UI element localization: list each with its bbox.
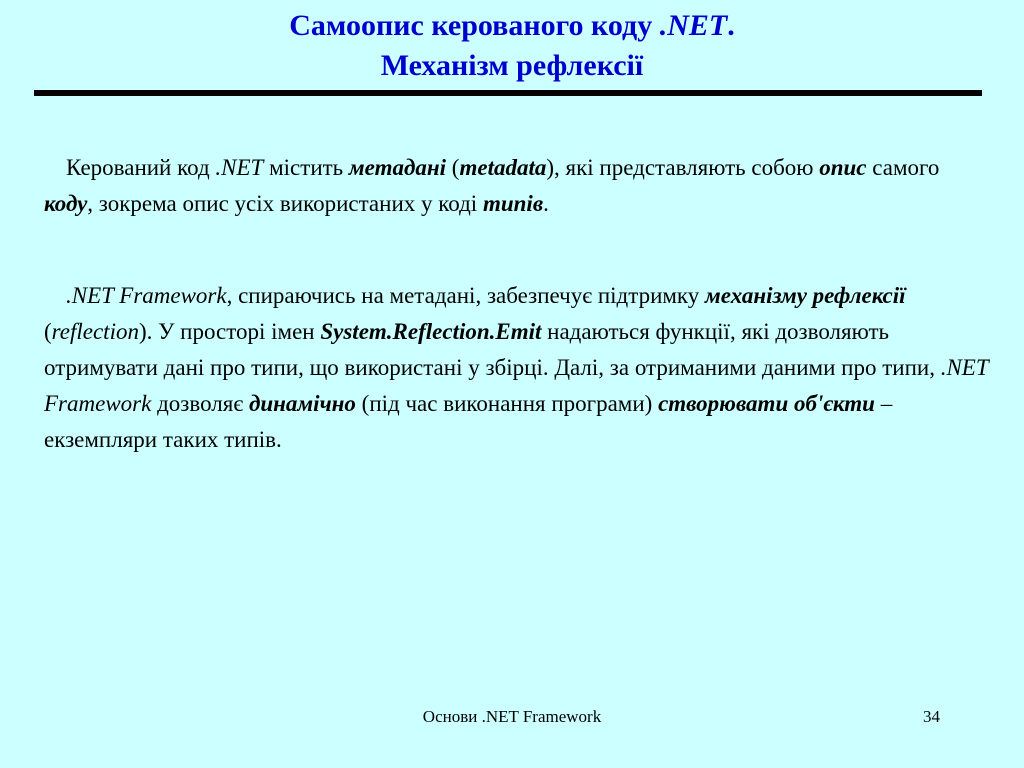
p2-segment: (під час виконання програми) [355, 391, 659, 416]
p1-segment: містить [263, 155, 349, 180]
p2-segment: ). У просторі імен [138, 319, 321, 344]
p1-segment: . [543, 191, 549, 216]
title-text-prefix: Самоопис керованого коду [289, 9, 660, 42]
p2-net-framework: .NET Framework [66, 283, 227, 308]
p1-segment: , зокрема опис усіх використаних у коді [87, 191, 483, 216]
footer-course-title: Основи .NET Framework [422, 707, 602, 726]
p2-term-reflection-mechanism: механізму рефлексії [705, 283, 906, 308]
p1-term-metadani: метадані [348, 155, 447, 180]
title-divider [34, 90, 982, 96]
p2-segment: надаються функції, які дозволяють отримувати дані про типи, що використані у збірці. Далі, за отриманими даними про типи, [44, 319, 941, 380]
title-text-suffix: . [727, 9, 735, 42]
p1-segment: Керований код [66, 155, 216, 180]
p2-term-reflection: reflection [51, 319, 139, 344]
p2-term-dynamic: динамічно [248, 391, 356, 416]
p1-segment: ( [446, 155, 460, 180]
p1-term-typiv: типів [482, 191, 544, 216]
p2-segment: дозволяє [151, 391, 249, 416]
p2-segment: – екземпляри таких типів. [44, 391, 893, 452]
p2-segment: ( [44, 319, 52, 344]
slide-title-line-1 [0, 6, 1024, 46]
p1-term-opys: опис [819, 155, 867, 180]
slide-title [0, 6, 1024, 86]
p1-segment: самого [866, 155, 940, 180]
p1-term-kodu: коду [44, 191, 88, 216]
title-net: .NET [659, 9, 728, 42]
p1-net: .NET [215, 155, 264, 180]
p1-segment: ), які представляють собою [546, 155, 820, 180]
paragraph-reflection [44, 278, 994, 458]
p1-term-metadata: metadata [459, 155, 547, 180]
p2-term-create-objects: створювати об'єкти [658, 391, 875, 416]
p2-net-framework: .NET Framework [44, 355, 989, 416]
p2-namespace: System.Reflection.Emit [320, 319, 542, 344]
slide-title-line-2: Механізм рефлексії [380, 49, 644, 82]
paragraph-metadata [44, 150, 994, 222]
p2-segment: , спираючись на метадані, забезпечує підтримку [226, 283, 706, 308]
page-number: 34 [923, 707, 940, 726]
